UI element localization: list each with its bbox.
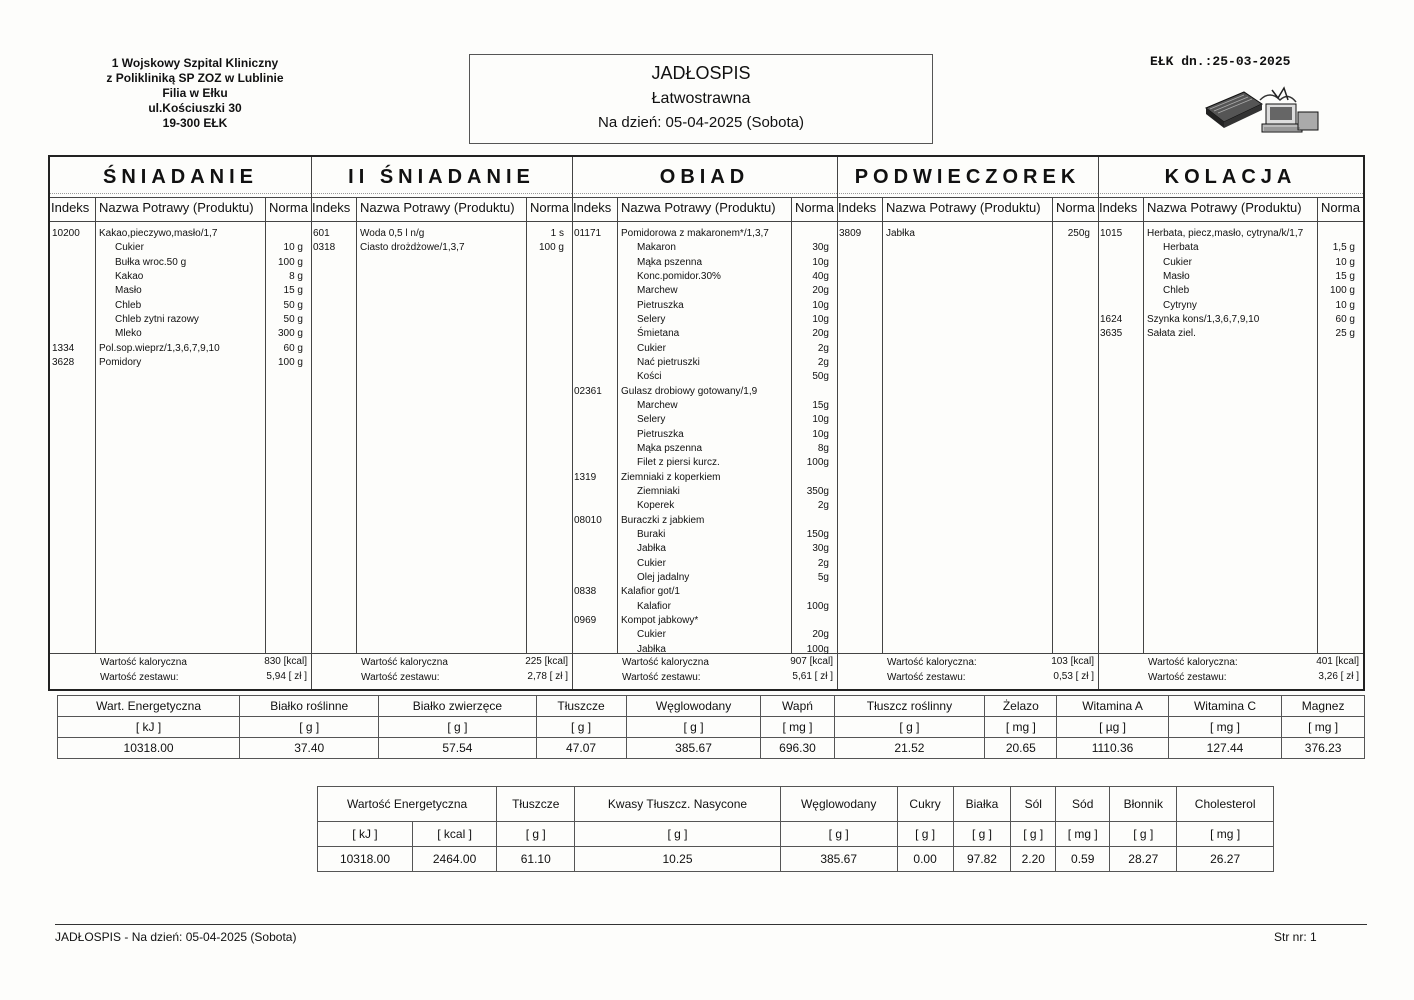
hospital-line: 19-300 EŁK — [162, 116, 228, 130]
row-amount: 50g — [812, 371, 829, 383]
nutrient-value: 47.07 — [536, 738, 626, 759]
row-amount: 100g — [806, 457, 829, 469]
nutrient-name: Żelazo — [985, 696, 1057, 717]
cost-value: 5,61 [ zł ] — [792, 671, 833, 682]
row-amount: 100 g — [1329, 285, 1355, 297]
row-name: Chleb — [115, 299, 142, 311]
nutrient-name: Witamina A — [1057, 696, 1168, 717]
nutrient-name: Tłuszcze — [536, 696, 626, 717]
column-header-index: Indeks — [51, 200, 90, 215]
row-amount: 30g — [812, 543, 829, 555]
row-name: Cukier — [1163, 256, 1192, 268]
row-amount: 15 g — [1335, 270, 1355, 282]
row-name: Cukier — [637, 342, 666, 354]
row-amount: 10g — [812, 299, 829, 311]
diet-name: Łatwostrawna — [651, 90, 751, 107]
index-divider — [356, 197, 357, 653]
row-amount: 100 g — [538, 242, 564, 254]
row-index: 3635 — [1100, 328, 1123, 340]
menu-row — [572, 356, 837, 370]
row-name: Pietruszka — [637, 299, 684, 311]
summary-nutrient-unit: [ g ] — [953, 822, 1011, 847]
menu-row — [572, 571, 837, 585]
meal-column — [572, 157, 837, 689]
row-name: Szynka kons/1,3,6,7,9,10 — [1147, 313, 1260, 325]
row-amount: 10g — [812, 256, 829, 268]
row-amount: 50 g — [283, 313, 303, 325]
row-amount: 100g — [806, 600, 829, 612]
row-name: Kalafior — [637, 600, 671, 612]
amount-divider — [1052, 197, 1053, 653]
menu-row — [572, 514, 837, 528]
summary-nutrient-value: 0.00 — [897, 847, 953, 872]
nutrient-unit: [ g ] — [379, 717, 536, 738]
row-amount: 1,5 g — [1332, 242, 1355, 254]
nutrition-summary-units-row — [318, 822, 1274, 847]
row-index: 01171 — [574, 228, 602, 239]
column-header-amount: Norma — [268, 200, 308, 215]
nutrient-name: Białko zwierzęce — [379, 696, 536, 717]
summary-nutrient-value: 26.27 — [1177, 847, 1274, 872]
nutrient-name: Tłuszcz roślinny — [834, 696, 985, 717]
page-title: JADŁOSPIS — [651, 63, 751, 83]
menu-row — [572, 284, 837, 298]
calorie-value: 103 [kcal] — [1051, 656, 1094, 667]
column-header-index: Indeks — [312, 200, 351, 215]
row-amount: 10 g — [283, 242, 303, 254]
hospital-line: Filia w Ełku — [162, 86, 228, 100]
row-name: Mleko — [115, 328, 142, 340]
cost-label: Wartość zestawu: — [622, 672, 701, 683]
row-amount: 2g — [817, 500, 829, 512]
row-amount: 10g — [812, 313, 829, 325]
page-number: Str nr: 1 — [1274, 930, 1317, 944]
row-name: Selery — [637, 414, 666, 426]
menu-row — [572, 413, 837, 427]
row-name: Gulasz drobiowy gotowany/1,9 — [621, 385, 758, 397]
row-name: Masło — [1163, 270, 1190, 282]
footer-divider — [55, 924, 1367, 925]
row-index: 08010 — [574, 514, 602, 526]
summary-nutrient-unit: [ g ] — [497, 822, 575, 847]
cost-value: 2,78 [ zł ] — [527, 671, 568, 682]
menu-row — [50, 299, 311, 313]
row-amount: 2g — [817, 356, 829, 368]
row-amount: 2g — [817, 557, 829, 569]
nutrient-unit: [ µg ] — [1057, 717, 1168, 738]
cost-label: Wartość zestawu: — [100, 672, 179, 683]
meal-column — [50, 157, 311, 689]
menu-row — [572, 614, 837, 628]
column-header-amount: Norma — [529, 200, 569, 215]
summary-nutrient-name: Kwasy Tłuszcz. Nasycone — [575, 787, 780, 822]
summary-nutrient-value: 2.20 — [1011, 847, 1056, 872]
row-amount: 150g — [806, 528, 829, 540]
summary-nutrient-unit: [ g ] — [1011, 822, 1056, 847]
row-name: Ciasto drożdżowe/1,3,7 — [360, 242, 465, 254]
row-name: Cytryny — [1163, 299, 1197, 311]
summary-nutrient-unit: [ g ] — [897, 822, 953, 847]
menu-row — [572, 241, 837, 255]
row-name: Nać pietruszki — [637, 356, 700, 368]
nutrient-value: 385.67 — [626, 738, 761, 759]
row-amount: 15 g — [283, 285, 303, 297]
summary-nutrient-name: Cholesterol — [1177, 787, 1274, 822]
menu-row — [50, 284, 311, 298]
menu-row — [572, 270, 837, 284]
row-index: 601 — [313, 228, 330, 239]
column-header-index: Indeks — [573, 200, 612, 215]
row-name: Jabłka — [637, 643, 666, 655]
menu-row — [572, 456, 837, 470]
issue-date: EŁK dn.:25-03-2025 — [1150, 54, 1291, 69]
menu-row — [572, 585, 837, 599]
row-amount: 100 g — [277, 256, 303, 268]
nutrient-unit: [ mg ] — [1282, 717, 1365, 738]
column-header-index: Indeks — [1099, 200, 1138, 215]
row-name: Kakao — [115, 270, 144, 282]
nutrient-name: Wapń — [761, 696, 834, 717]
row-name: Cukier — [637, 557, 666, 569]
row-name: Olej jadalny — [637, 571, 690, 583]
row-index: 1624 — [1100, 313, 1123, 325]
meal-title: PODWIECZOREK — [837, 161, 1098, 194]
menu-row — [572, 385, 837, 399]
row-amount: 40g — [812, 270, 829, 282]
row-amount: 5g — [817, 571, 829, 583]
summary-nutrient-value: 61.10 — [497, 847, 575, 872]
meal-title: KOLACJA — [1098, 161, 1363, 194]
row-amount: 10 g — [1335, 256, 1355, 268]
nutrient-unit: [ g ] — [626, 717, 761, 738]
nutrient-value: 20.65 — [985, 738, 1057, 759]
meal-title: II ŚNIADANIE — [311, 161, 572, 194]
nutrition-table — [57, 695, 1365, 759]
calorie-value: 401 [kcal] — [1316, 656, 1359, 667]
row-index: 0318 — [313, 242, 336, 254]
row-name: Śmietana — [637, 328, 680, 340]
nutrient-value: 127.44 — [1168, 738, 1282, 759]
menu-row — [50, 342, 311, 356]
row-amount: 15g — [812, 399, 829, 411]
summary-nutrient-value: 10.25 — [575, 847, 780, 872]
nutrient-value: 21.52 — [834, 738, 985, 759]
footer-title: JADŁOSPIS - Na dzień: 05-04-2025 (Sobota) — [55, 930, 297, 944]
menu-row — [572, 528, 837, 542]
column-header-amount: Norma — [1320, 200, 1360, 215]
row-name: Kości — [637, 371, 662, 383]
meal-column — [1098, 157, 1363, 689]
menu-row — [1098, 270, 1363, 284]
row-name: Chleb — [1163, 285, 1190, 297]
summary-nutrient-unit: [ kcal ] — [412, 822, 496, 847]
menu-row — [572, 313, 837, 327]
nutrition-values-row — [58, 738, 1365, 759]
summary-nutrient-name: Błonnik — [1110, 787, 1177, 822]
cost-label: Wartość zestawu: — [361, 672, 440, 683]
row-name: Konc.pomidor.30% — [637, 270, 721, 282]
calorie-label: Wartość kaloryczna: — [887, 657, 977, 668]
menu-row — [572, 299, 837, 313]
nutrient-value: 57.54 — [379, 738, 536, 759]
meal-column — [837, 157, 1098, 689]
nutrient-unit: [ kJ ] — [58, 717, 240, 738]
row-name: Pol.sop.wieprz/1,3,6,7,9,10 — [99, 342, 220, 354]
nutrient-name: Węglowodany — [626, 696, 761, 717]
row-name: Buraczki z jabkiem — [621, 514, 705, 526]
menu-row — [50, 356, 311, 370]
row-name: Ziemniaki z koperkiem — [621, 471, 721, 483]
row-name: Pomidory — [99, 356, 142, 368]
row-name: Masło — [115, 285, 142, 297]
menu-row — [311, 227, 572, 241]
row-name: Kompot jabkowy* — [621, 614, 699, 626]
column-header-amount: Norma — [1055, 200, 1095, 215]
menu-row — [572, 227, 837, 241]
menu-row — [1098, 327, 1363, 341]
summary-nutrient-name: Cukry — [897, 787, 953, 822]
nutrient-value: 37.40 — [240, 738, 379, 759]
row-name: Mąka pszenna — [637, 442, 703, 454]
nutrient-name: Witamina C — [1168, 696, 1282, 717]
row-amount: 25 g — [1335, 328, 1355, 340]
hospital-line: ul.Kościuszki 30 — [148, 101, 242, 115]
summary-nutrient-unit: [ mg ] — [1056, 822, 1110, 847]
row-name: Herbata — [1163, 242, 1199, 254]
menu-row — [50, 227, 311, 241]
cost-label: Wartość zestawu: — [1148, 672, 1227, 683]
menu-row — [572, 600, 837, 614]
menu-row — [50, 327, 311, 341]
row-amount: 2g — [817, 342, 829, 354]
row-amount: 1 s — [550, 228, 564, 239]
index-divider — [882, 197, 883, 653]
nutrient-unit: [ g ] — [240, 717, 379, 738]
column-header-index: Indeks — [838, 200, 877, 215]
nutrient-value: 696.30 — [761, 738, 834, 759]
row-amount: 350g — [806, 485, 829, 497]
column-header-name: Nazwa Potrawy (Produktu) — [99, 200, 254, 215]
row-name: Kalafior got/1 — [621, 586, 680, 598]
menu-row — [572, 399, 837, 413]
hospital-line: z Polikliniką SP ZOZ w Lublinie — [106, 71, 284, 85]
row-amount: 50 g — [283, 299, 303, 311]
summary-nutrient-name: Tłuszcze — [497, 787, 575, 822]
menu-row — [572, 370, 837, 384]
summary-nutrient-name: Białka — [953, 787, 1011, 822]
row-name: Buraki — [637, 528, 666, 540]
meal-column — [311, 157, 572, 689]
summary-nutrient-name: Sól — [1011, 787, 1056, 822]
summary-nutrient-value: 28.27 — [1110, 847, 1177, 872]
row-index: 0969 — [574, 614, 597, 626]
summary-nutrient-name: Sód — [1056, 787, 1110, 822]
row-name: Selery — [637, 313, 666, 325]
menu-row — [50, 256, 311, 270]
menu-row — [572, 342, 837, 356]
row-amount: 60 g — [283, 342, 303, 354]
menu-row — [1098, 313, 1363, 327]
nutrition-summary-table — [317, 786, 1274, 872]
menu-row — [572, 628, 837, 642]
row-index: 3809 — [839, 228, 862, 239]
nutrient-value: 10318.00 — [58, 738, 240, 759]
row-amount: 8g — [817, 442, 829, 454]
row-name: Bułka wroc.50 g — [115, 256, 187, 268]
menu-row — [837, 227, 1098, 241]
nutrition-summary-header-row — [318, 787, 1274, 822]
nutrition-summary-values-row — [318, 847, 1274, 872]
row-name: Jabłka — [886, 228, 915, 239]
menu-row — [50, 270, 311, 284]
menu-row — [1098, 227, 1363, 241]
row-name: Kakao,pieczywo,masło/1,7 — [99, 228, 218, 239]
row-amount: 20g — [812, 285, 829, 297]
row-amount: 100 g — [277, 356, 303, 368]
row-amount: 10g — [812, 414, 829, 426]
row-name: Cukier — [637, 629, 666, 641]
row-amount: 60 g — [1335, 313, 1355, 325]
calorie-value: 907 [kcal] — [790, 656, 833, 667]
title-box — [469, 54, 933, 144]
row-name: Mąka pszenna — [637, 256, 703, 268]
row-amount: 10g — [812, 428, 829, 440]
nutrient-unit: [ mg ] — [1168, 717, 1282, 738]
menu-row — [572, 499, 837, 513]
nutrient-unit: [ mg ] — [985, 717, 1057, 738]
menu-row — [1098, 299, 1363, 313]
summary-nutrient-name: Węglowodany — [780, 787, 897, 822]
menu-row — [572, 471, 837, 485]
menu-row — [572, 485, 837, 499]
meal-title: ŚNIADANIE — [50, 161, 311, 194]
nutrient-unit: [ g ] — [536, 717, 626, 738]
summary-nutrient-unit: [ g ] — [575, 822, 780, 847]
menu-row — [1098, 241, 1363, 255]
menu-row — [50, 313, 311, 327]
row-index: 1319 — [574, 471, 597, 483]
book-computer-icon — [1200, 82, 1325, 145]
row-name: Pietruszka — [637, 428, 684, 440]
summary-nutrient-value: 0.59 — [1056, 847, 1110, 872]
row-amount: 300 g — [277, 328, 303, 340]
nutrient-value: 1110.36 — [1057, 738, 1168, 759]
hospital-address — [60, 56, 330, 131]
calorie-label: Wartość kaloryczna — [100, 657, 187, 668]
row-index: 1015 — [1100, 228, 1123, 239]
row-amount: 20g — [812, 328, 829, 340]
row-name: Filet z piersi kurcz. — [637, 457, 720, 469]
row-amount: 100g — [806, 643, 829, 655]
row-name: Sałata ziel. — [1147, 328, 1196, 340]
calorie-label: Wartość kaloryczna — [361, 657, 448, 668]
menu-date: Na dzień: 05-04-2025 (Sobota) — [598, 114, 804, 131]
row-name: Herbata, piecz,masło, cytryna/k/1,7 — [1147, 228, 1304, 239]
row-index: 0838 — [574, 586, 597, 598]
row-name: Woda 0,5 l n/g — [360, 228, 425, 239]
row-name: Pomidorowa z makaronem*/1,3,7 — [621, 228, 769, 239]
menu-row — [311, 241, 572, 255]
summary-nutrient-value: 2464.00 — [412, 847, 496, 872]
row-amount: 30g — [812, 242, 829, 254]
summary-nutrient-unit: [ g ] — [780, 822, 897, 847]
menu-row — [572, 256, 837, 270]
nutrient-name: Magnez — [1282, 696, 1365, 717]
hospital-line: 1 Wojskowy Szpital Kliniczny — [111, 56, 279, 70]
summary-nutrient-value: 10318.00 — [318, 847, 413, 872]
menu-row — [572, 442, 837, 456]
row-index: 3628 — [52, 356, 75, 368]
calorie-value: 830 [kcal] — [264, 656, 307, 667]
nutrient-unit: [ g ] — [834, 717, 985, 738]
summary-nutrient-name: Wartość Energetyczna — [318, 787, 497, 822]
calorie-value: 225 [kcal] — [525, 656, 568, 667]
column-header-name: Nazwa Potrawy (Produktu) — [1147, 200, 1302, 215]
nutrition-header-row — [58, 696, 1365, 717]
row-index: 1334 — [52, 342, 75, 354]
summary-nutrient-value: 97.82 — [953, 847, 1011, 872]
cost-label: Wartość zestawu: — [887, 672, 966, 683]
row-amount: 8 g — [289, 270, 303, 282]
row-name: Marchew — [637, 399, 678, 411]
row-name: Jabłka — [637, 543, 666, 555]
row-name: Makaron — [637, 242, 676, 254]
cost-value: 3,26 [ zł ] — [1318, 671, 1359, 682]
nutrition-units-row — [58, 717, 1365, 738]
calorie-label: Wartość kaloryczna — [622, 657, 709, 668]
row-name: Ziemniaki — [637, 485, 680, 497]
nutrient-name: Wart. Energetyczna — [58, 696, 240, 717]
column-header-name: Nazwa Potrawy (Produktu) — [886, 200, 1041, 215]
row-name: Chleb zytni razowy — [115, 313, 199, 325]
menu-row — [572, 428, 837, 442]
menu-row — [572, 542, 837, 556]
row-amount: 10 g — [1335, 299, 1355, 311]
nutrient-unit: [ mg ] — [761, 717, 834, 738]
amount-divider — [526, 197, 527, 653]
menu-row — [572, 327, 837, 341]
row-name: Koperek — [637, 500, 675, 512]
cost-value: 0,53 [ zł ] — [1053, 671, 1094, 682]
cost-value: 5,94 [ zł ] — [266, 671, 307, 682]
summary-nutrient-value: 385.67 — [780, 847, 897, 872]
row-amount: 20g — [812, 629, 829, 641]
summary-nutrient-unit: [ g ] — [1110, 822, 1177, 847]
row-index: 02361 — [574, 385, 602, 397]
column-header-name: Nazwa Potrawy (Produktu) — [621, 200, 776, 215]
nutrient-value: 376.23 — [1282, 738, 1365, 759]
nutrient-name: Białko roślinne — [240, 696, 379, 717]
menu-row — [572, 557, 837, 571]
menu-row — [1098, 284, 1363, 298]
calorie-label: Wartość kaloryczna: — [1148, 657, 1238, 668]
row-name: Marchew — [637, 285, 678, 297]
row-amount: 250g — [1067, 228, 1090, 239]
menu-row — [572, 643, 837, 657]
summary-nutrient-unit: [ kJ ] — [318, 822, 413, 847]
row-name: Cukier — [115, 242, 144, 254]
row-index: 10200 — [52, 228, 80, 239]
summary-nutrient-unit: [ mg ] — [1177, 822, 1274, 847]
meal-title: OBIAD — [572, 161, 837, 194]
menu-row — [1098, 256, 1363, 270]
column-header-name: Nazwa Potrawy (Produktu) — [360, 200, 515, 215]
menu-table — [48, 155, 1365, 691]
menu-row — [50, 241, 311, 255]
column-header-amount: Norma — [794, 200, 834, 215]
